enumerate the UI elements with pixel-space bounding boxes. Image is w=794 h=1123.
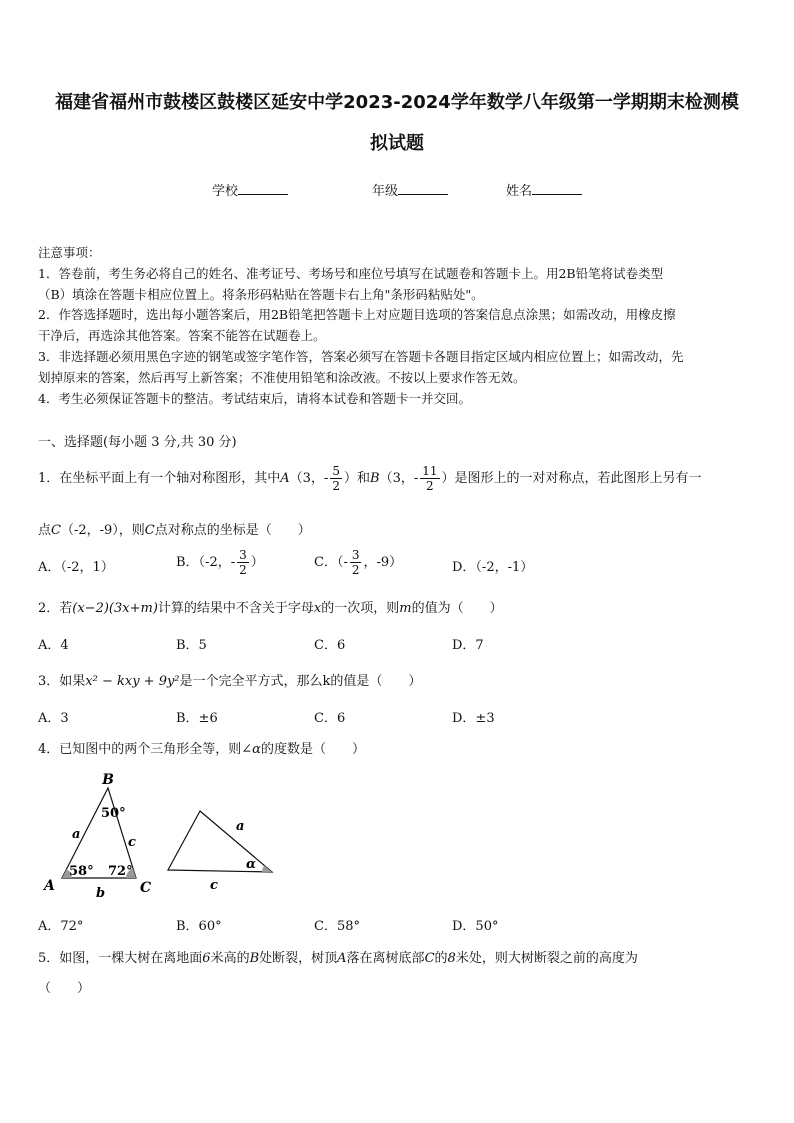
q4-option-a[interactable]: A．72° [38, 919, 84, 934]
notes-heading: 注意事项： [38, 245, 101, 260]
q3-option-b[interactable]: B．±6 [176, 711, 218, 726]
q1-option-d[interactable]: D．（-2，-1） [452, 560, 534, 575]
label-c-2: c [210, 878, 218, 893]
note-2b: 干净后，再选涂其他答案。答案不能答在试题卷上。 [38, 328, 326, 344]
question-1-line2: 点C（-2，-9），则C点对称点的坐标是（ ） [38, 523, 311, 538]
q1-option-b[interactable]: B．（-2，- $\frac{3}{2}$ ） [176, 548, 264, 577]
school-label: 学校 [212, 184, 239, 199]
question-3-options [38, 707, 760, 727]
note-4: 4．考生必须保证答题卡的整洁。考试结束后，请将本试卷和答题卡一并交回。 [38, 390, 471, 406]
question-1-line1: 1．在坐标平面上有一个轴对称图形，其中A（3，- $\frac{5}{2}$ ）和B（3，- $\frac{11}{2}$ ）是图形上的一对对称点，若此图形上另有一 [38, 464, 702, 493]
q4-option-c[interactable]: C．58° [314, 919, 360, 934]
label-b: b [96, 886, 106, 898]
label-a-2: a [236, 819, 245, 834]
question-4-options [38, 915, 760, 935]
alpha-angle-mark [262, 866, 272, 872]
label-B: B [102, 772, 114, 788]
q2-option-d[interactable]: D．7 [452, 638, 484, 653]
label-A: A [44, 878, 55, 894]
exam-title-line2: 拟试题 [370, 133, 424, 154]
label-C: C [140, 880, 152, 896]
question-5-line1: 5．如图，一棵大树在离地面6米高的B处断裂，树顶A落在离树底部C的8米处，则大树断裂之前的高度为 [38, 951, 638, 966]
note-3b: 划掉原来的答案，然后再写上新答案；不准使用铅笔和涂改液。不按以上要求作答无效。 [38, 369, 526, 385]
label-alpha: α [246, 857, 257, 872]
q3-option-c[interactable]: C．6 [314, 711, 346, 726]
note-1b: （B）填涂在答题卡相应位置上。将条形码粘贴在答题卡右上角"条形码粘贴处"。 [38, 286, 484, 302]
school-field[interactable] [212, 180, 288, 199]
exam-title-line1: 福建省福州市鼓楼区鼓楼区延安中学2023-2024学年数学八年级第一学期期末检测模 [55, 92, 739, 113]
question-5-line2: （ ） [38, 981, 91, 996]
angle-c-value: 72° [108, 864, 133, 879]
exam-notes [38, 243, 760, 409]
q2-option-a[interactable]: A．4 [38, 638, 69, 653]
q4-option-b[interactable]: B．60° [176, 919, 222, 934]
name-field[interactable] [506, 180, 582, 199]
q2-option-b[interactable]: B．5 [176, 638, 207, 653]
q2-option-c[interactable]: C．6 [314, 638, 346, 653]
question-2: 2．若(x−2)(3x+m)计算的结果中不含关于字母x的一次项，则m的值为（ ） [38, 601, 503, 616]
q3-option-d[interactable]: D．±3 [452, 711, 495, 726]
question-2-options [38, 634, 760, 654]
triangle-2 [168, 811, 272, 872]
note-2a: 2．作答选择题时，选出每小题答案后，用2B铅笔把答题卡上对应题目选项的答案信息点涂黑；如需改动，用橡皮擦 [38, 307, 676, 323]
q1-option-c[interactable]: C．（- $\frac{3}{2}$ ，-9） [314, 548, 403, 577]
angle-a-value: 58° [69, 864, 94, 879]
label-a: a [72, 827, 81, 842]
angle-b-value: 50° [101, 806, 126, 821]
fraction-11-2: $\frac{11}{2}$ [422, 464, 438, 493]
note-3a: 3．非选择题必须用黑色字迹的钢笔或签字笔作答，答案必须写在答题卡各题目指定区域内相应位置上；如需改动，先 [38, 348, 684, 364]
grade-label: 年级 [372, 184, 399, 199]
name-label: 姓名 [506, 184, 533, 199]
label-c: c [128, 835, 136, 850]
q1-option-a[interactable]: A．（-2，1） [38, 560, 114, 575]
q4-triangles-figure [36, 766, 286, 898]
section-heading-choice: 一、选择题(每小题 3 分,共 30 分) [38, 435, 237, 450]
grade-field[interactable] [372, 180, 448, 199]
fraction-5-2: $\frac{5}{2}$ [332, 464, 340, 493]
q3-option-a[interactable]: A．3 [38, 711, 69, 726]
question-3: 3．如果x² − kxy + 9y²是一个完全平方式，那么k的值是（ ） [38, 674, 422, 689]
note-1a: 1．答卷前，考生务必将自己的姓名、准考证号、考场号和座位号填写在试题卷和答题卡上。用2B铅笔将试卷类型 [38, 265, 664, 281]
question-1-options [38, 548, 760, 588]
q4-option-d[interactable]: D．50° [452, 919, 499, 934]
question-4: 4．已知图中的两个三角形全等，则∠α的度数是（ ） [38, 742, 365, 757]
